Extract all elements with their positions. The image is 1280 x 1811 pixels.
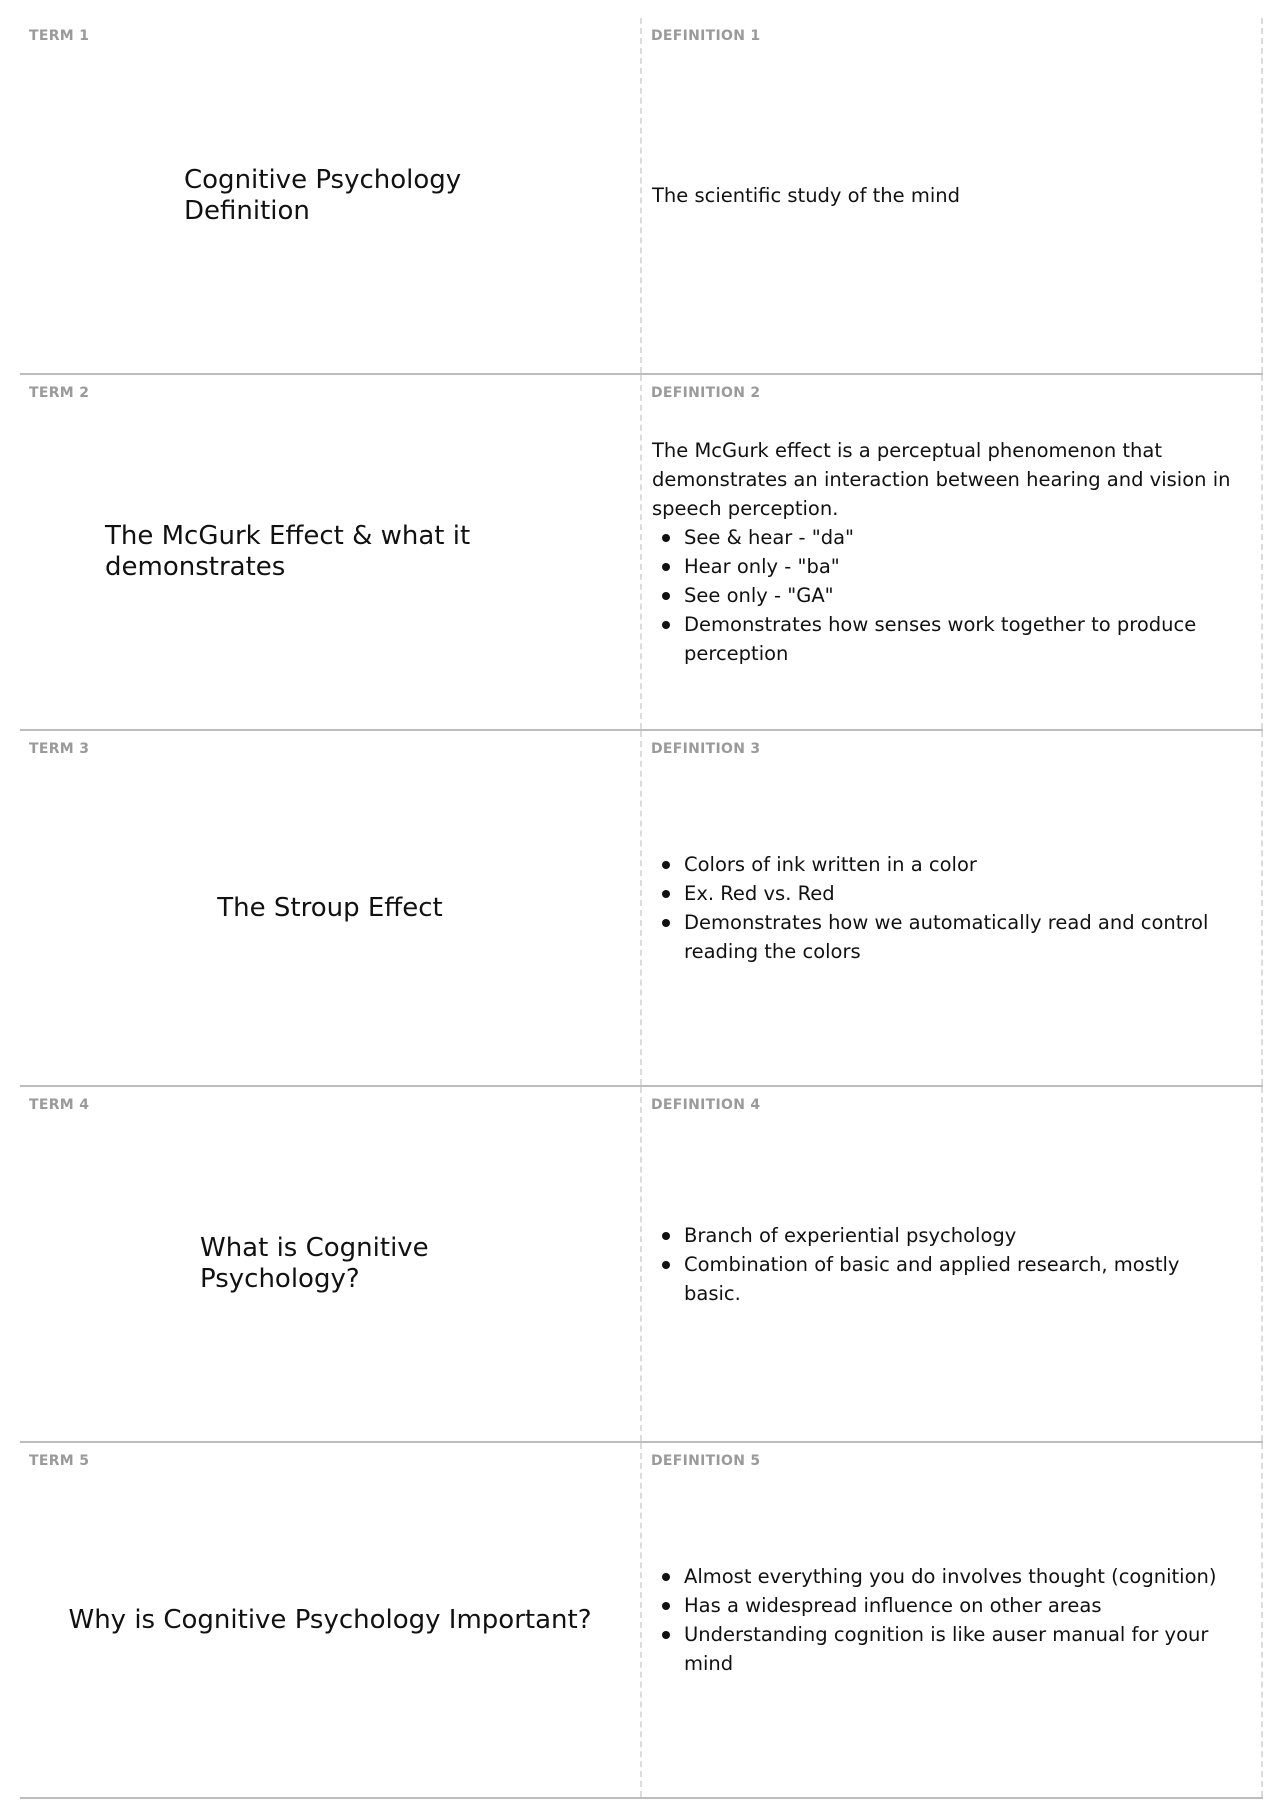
term-body-3	[20, 731, 640, 1085]
definition-bullet: Ex. Red vs. Red	[684, 879, 1241, 908]
term-cell-5	[20, 1443, 642, 1797]
definition-cell-4	[642, 1087, 1263, 1441]
term-label-5: TERM 5	[29, 1453, 90, 1469]
flashcard-row-1	[20, 18, 1263, 375]
term-label-3: TERM 3	[29, 741, 90, 757]
flashcard-row-5	[20, 1443, 1263, 1799]
term-label-4: TERM 4	[29, 1097, 90, 1113]
definition-bullet: Hear only - "ba"	[684, 552, 1241, 581]
definition-text-1: The scientific study of the mind	[652, 184, 961, 207]
definition-body-4	[652, 1087, 1241, 1441]
definition-cell-3	[642, 731, 1263, 1085]
definition-cell-2	[642, 375, 1263, 729]
definition-label-4: DEFINITION 4	[651, 1097, 761, 1113]
definition-body-2	[652, 375, 1241, 729]
definition-bullet-list-5	[652, 1562, 1241, 1678]
term-text-4: What is Cognitive Psychology?	[200, 1233, 429, 1294]
definition-cell-5	[642, 1443, 1263, 1797]
term-text-1: Cognitive Psychology Definition	[184, 164, 462, 226]
definition-cell-1	[642, 18, 1263, 373]
definition-bullet: Has a widespread influence on other areas	[684, 1591, 1241, 1620]
definition-bullet: See only - "GA"	[684, 581, 1241, 610]
definition-bullet-list-2	[652, 523, 1241, 668]
term-body-2	[20, 375, 640, 729]
definition-bullet: Colors of ink written in a color	[684, 850, 1241, 879]
term-label-1: TERM 1	[29, 28, 90, 44]
term-body-5	[20, 1443, 640, 1797]
flashcard-row-4	[20, 1087, 1263, 1443]
definition-bullet: Demonstrates how senses work together to produce perception	[684, 610, 1241, 668]
term-cell-4	[20, 1087, 642, 1441]
definition-label-3: DEFINITION 3	[651, 741, 761, 757]
definition-label-2: DEFINITION 2	[651, 385, 761, 401]
definition-bullet: Combination of basic and applied research, mostly basic.	[684, 1250, 1241, 1308]
term-body-1	[20, 18, 640, 373]
definition-label-1: DEFINITION 1	[651, 28, 761, 44]
definition-body-5	[652, 1443, 1241, 1797]
definition-bullet: See & hear - "da"	[684, 523, 1241, 552]
term-cell-3	[20, 731, 642, 1085]
term-body-4	[20, 1087, 640, 1441]
flashcard-row-3	[20, 731, 1263, 1087]
flashcard-row-2	[20, 375, 1263, 731]
term-text-3: The Stroup Effect	[217, 892, 443, 923]
flashcard-sheet	[20, 18, 1263, 1799]
definition-bullet-list-3	[652, 850, 1241, 966]
definition-body-1	[652, 18, 1241, 373]
definition-bullet: Demonstrates how we automatically read and control reading the colors	[684, 908, 1241, 966]
definition-bullet-list-4	[652, 1221, 1241, 1308]
definition-bullet: Understanding cognition is like auser manual for your mind	[684, 1620, 1241, 1678]
definition-label-5: DEFINITION 5	[651, 1453, 761, 1469]
definition-bullet: Branch of experiential psychology	[684, 1221, 1241, 1250]
term-cell-1	[20, 18, 642, 373]
definition-body-3	[652, 731, 1241, 1085]
definition-bullet: Almost everything you do involves thought (cognition)	[684, 1562, 1241, 1591]
term-text-2: The McGurk Effect & what it demonstrates	[105, 521, 471, 582]
definition-text-2: The McGurk effect is a perceptual phenomenon that demonstrates an interaction between hearing and vision in speech perception.	[652, 439, 1231, 520]
term-label-2: TERM 2	[29, 385, 90, 401]
term-cell-2	[20, 375, 642, 729]
term-text-5: Why is Cognitive Psychology Important?	[68, 1604, 592, 1635]
